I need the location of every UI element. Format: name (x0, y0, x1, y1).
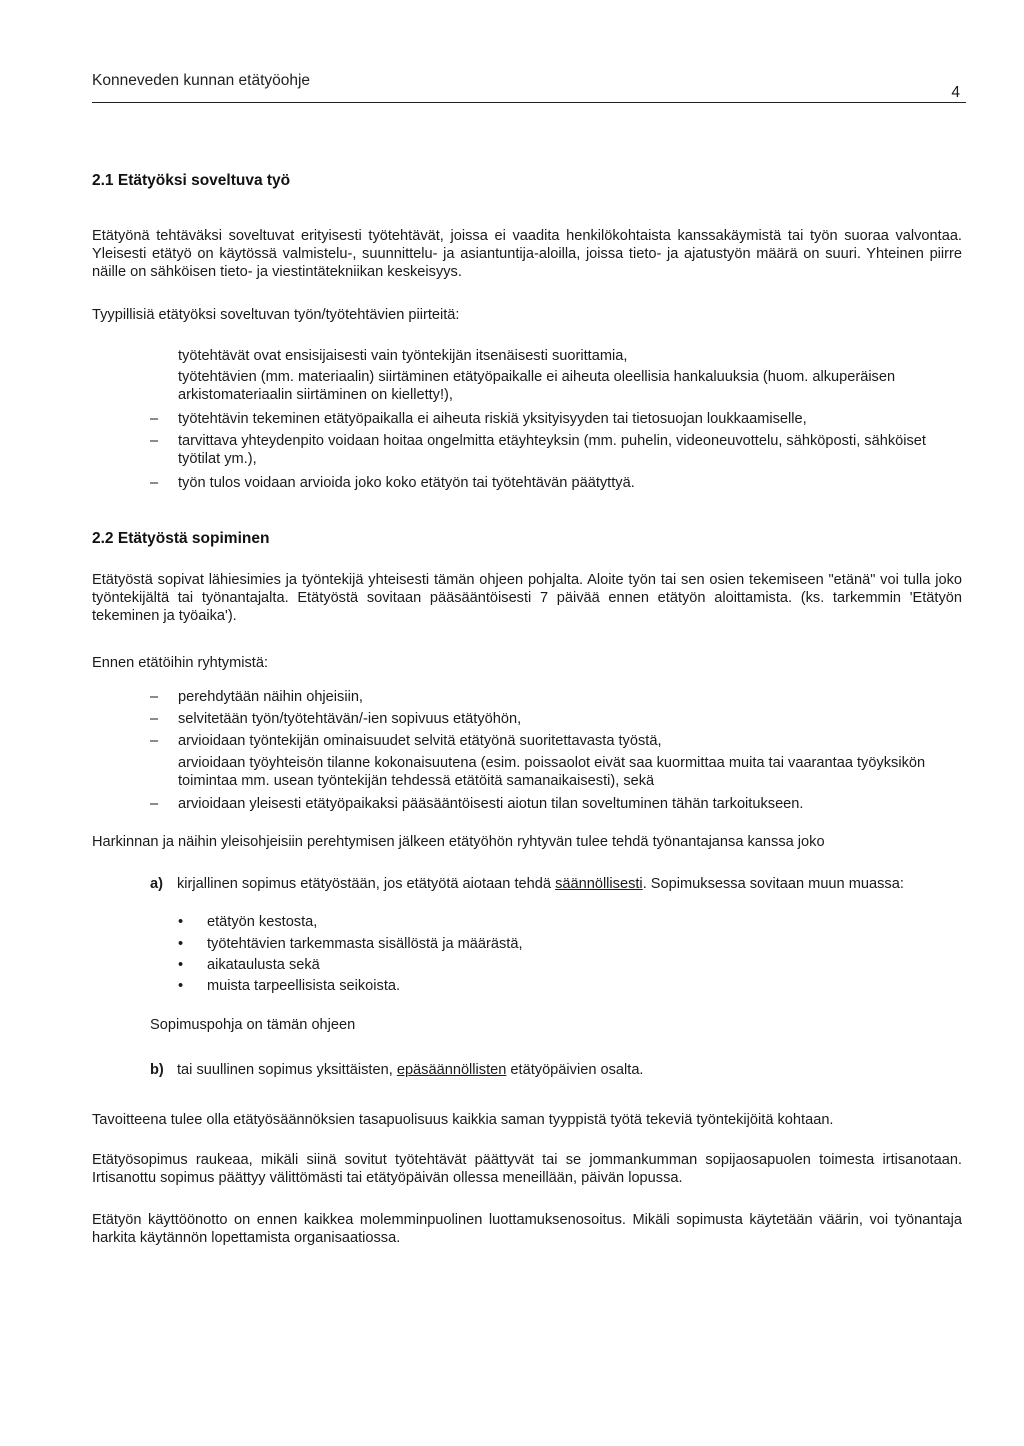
paragraph-goal: Tavoitteena tulee olla etätyösäännöksien tasapuolisuus kaikkia saman tyyppistä työtä tekeviä työntekijöitä kohtaan. (92, 1112, 834, 1128)
option-b-text: tai suullinen sopimus yksittäisten, epäsäännöllisten etätyöpäivien osalta. (177, 1062, 644, 1078)
bullet: • (178, 957, 184, 973)
dash-bullet: – (150, 411, 159, 427)
option-a-note: Sopimuspohja on tämän ohjeen (150, 1017, 356, 1033)
section-2-1-list-title: Tyypillisiä etätyöksi soveltuvan työn/työtehtävien piirteitä: (92, 307, 460, 323)
bullet: • (178, 978, 184, 994)
header-rule (92, 102, 966, 103)
page-header (92, 72, 966, 104)
bullet-item: etätyön kestosta, (207, 914, 318, 930)
paragraph-trust: Etätyön käyttöönotto on ennen kaikkea molemminpuolinen luottamuksenosoitus. Mikäli sopimusta käytetään väärin, voi työnantaja harkita käytännön lopettamista organisaatiossa. (92, 1212, 962, 1246)
dash-bullet: – (150, 689, 159, 705)
option-b-label: b) (150, 1062, 164, 1078)
bullet: • (178, 936, 184, 952)
bullet: • (178, 914, 184, 930)
dash-bullet: – (150, 433, 159, 449)
option-a-label: a) (150, 876, 163, 892)
dash-bullet: – (150, 711, 159, 727)
dash-bullet: – (150, 733, 159, 749)
bullet-item: työtehtävien tarkemmasta sisällöstä ja määrästä, (207, 936, 523, 952)
header-title: Konneveden kunnan etätyöohje (92, 72, 311, 89)
section-2-2-intro: Etätyöstä sopivat lähiesimies ja työntekijä yhteisesti tämän ohjeen pohjalta. Aloite työn tai sen osien tekemiseen "etänä" voi tulla joko työntekijältä tai työnantajalta. Etätyöstä sovitaan pääsääntöisesti 7 päivää ennen etätyön aloittamista. (ks. tarkemmin 'Etätyön tekeminen ja työaika'). (92, 572, 962, 624)
document-page: Konneveden kunnan etätyöohje 4 2.1 Etätyöksi soveltuva työ Etätyönä tehtäväksi soveltuvat erityisesti työtehtävät, joissa ei vaadita henkilökohtaista kanssakäymistä tai työn suoraa valvontaa. Yleisesti etätyö on käytössä valmistelu-, suunnittelu- ja asiantuntija-aloilla, joissa tieto- ja ajatustyön määrä on suuri. Yhteinen piirre näille on sähköisen tieto- ja viestintätekniikan keskeisyys. Tyypillisiä etätyöksi soveltuvan työn/työtehtävien piirteitä: työtehtävät ovat ensisijaisesti vain työntekijän itsenäisesti suorittamia, työtehtävien (mm. materiaalin) siirtäminen etätyöpaikalle ei aiheuta oleellisia hankaluuksia (huom. alkuperäisen arkistomateriaalin siirtäminen on kielletty!), – työtehtävin tekeminen etätyöpaikalla ei aiheuta riskiä yksityisyyden tai tietosuojan loukkaamiselle, – tarvittava yhteydenpito voidaan hoitaa ongelmitta etäyhteyksin (mm. puhelin, videoneuvottelu, sähköposti, sähköiset työtilat ym.), – työn tulos voidaan arvioida joko koko etätyön tai työtehtävän päätyttyä. 2.2 Etätyöstä sopiminen Etätyöstä sopivat lähiesimies ja työntekijä yhteisesti tämän ohjeen pohjalta. Aloite työn tai sen osien tekemiseen "etänä" voi tulla joko työntekijältä tai työnantajalta. Etätyöstä sovitaan pääsääntöisesti 7 päivää ennen etätyön aloittamista. (ks. tarkemmin 'Etätyön tekeminen ja työaika'). Ennen etätöihin ryhtymistä: – perehdytään näihin ohjeisiin, – selvitetään työn/työtehtävän/-ien sopivuus etätyöhön, – arvioidaan työntekijän ominaisuudet selvitä etätyönä suoritettavasta työstä, arvioidaan työyhteisön tilanne kokonaisuutena (esim. poissaolot eivät saa kuormittaa muita tai vaarantaa työyksikön toimintaa mm. usean työntekijän tehdessä etätöitä samanaikaisesti), sekä – arvioidaan yleisesti etätyöpaikaksi pääsääntöisesti aiotun tilan soveltuminen tähän tarkoitukseen. Harkinnan ja näihin yleisohjeisiin perehtymisen jälkeen etätyöhön ryhtyvän tulee tehdä työnantajansa kanssa joko a) kirjallinen sopimus etätyöstään, jos etätyötä aiotaan tehdä säännöllisesti. Sopimuksessa sovitaan muun muassa: • etätyön kestosta, • työtehtävien tarkemmasta sisällöstä ja määrästä, • aikataulusta sekä • muista tarpeellisista seikoista. Sopimuspohja on tämän ohjeen b) tai suullinen sopimus yksittäisten, epäsäännöllisten etätyöpäivien osalta. Tavoitteena tulee olla etätyösäännöksien tasapuolisuus kaikkia saman tyyppistä työtä tekeviä työntekijöitä kohtaan. Etätyösopimus raukeaa, mikäli siinä sovitut työtehtävät päättyvät tai se jommankumman sopijaosapuolen toimesta irtisanotaan. Irtisanottu sopimus päättyy välittömästi tai etätyöpäivän ollessa meneillään, päivän lopussa. Etätyön käyttöönotto on ennen kaikkea molemminpuolinen luottamuksenosoitus. Mikäli sopimusta käytetään väärin, voi työnantaja harkita käytännön lopettamista organisaatiossa. (0, 0, 1024, 1446)
section-2-1-intro: Etätyönä tehtäväksi soveltuvat erityisesti työtehtävät, joissa ei vaadita henkilökohtaista kanssakäymistä tai työn suoraa valvontaa. Yleisesti etätyö on käytössä valmistelu-, suunnittelu- ja asiantuntija-aloilla, joissa tieto- ja ajatustyön määrä on suuri. Yhteinen piirre näille on sähköisen tieto- ja viestintätekniikan keskeisyys. (92, 228, 962, 280)
option-a-text: kirjallinen sopimus etätyöstään, jos etätyötä aiotaan tehdä säännöllisesti. Sopimuksessa sovitaan muun muassa: (177, 876, 904, 892)
section-heading-2-1: 2.1 Etätyöksi soveltuva työ (92, 172, 291, 189)
bullet-item: muista tarpeellisista seikoista. (207, 978, 401, 994)
section-heading-2-2: 2.2 Etätyöstä sopiminen (92, 530, 270, 547)
dash-bullet: – (150, 475, 159, 491)
bullet-item: aikataulusta sekä (207, 957, 320, 973)
decision-intro: Harkinnan ja näihin yleisohjeisiin perehtymisen jälkeen etätyöhön ryhtyvän tulee tehdä työnantajansa kanssa joko (92, 834, 825, 850)
dash-bullet: – (150, 796, 159, 812)
section-2-2-list-title: Ennen etätöihin ryhtymistä: (92, 655, 269, 671)
page-number: 4 (951, 84, 960, 101)
paragraph-termination: Etätyösopimus raukeaa, mikäli siinä sovitut työtehtävät päättyvät tai se jommankumman sopijaosapuolen toimesta irtisanotaan. Irtisanottu sopimus päättyy välittömästi tai etätyöpäivän ollessa meneillään, päivän lopussa. (92, 1152, 962, 1186)
